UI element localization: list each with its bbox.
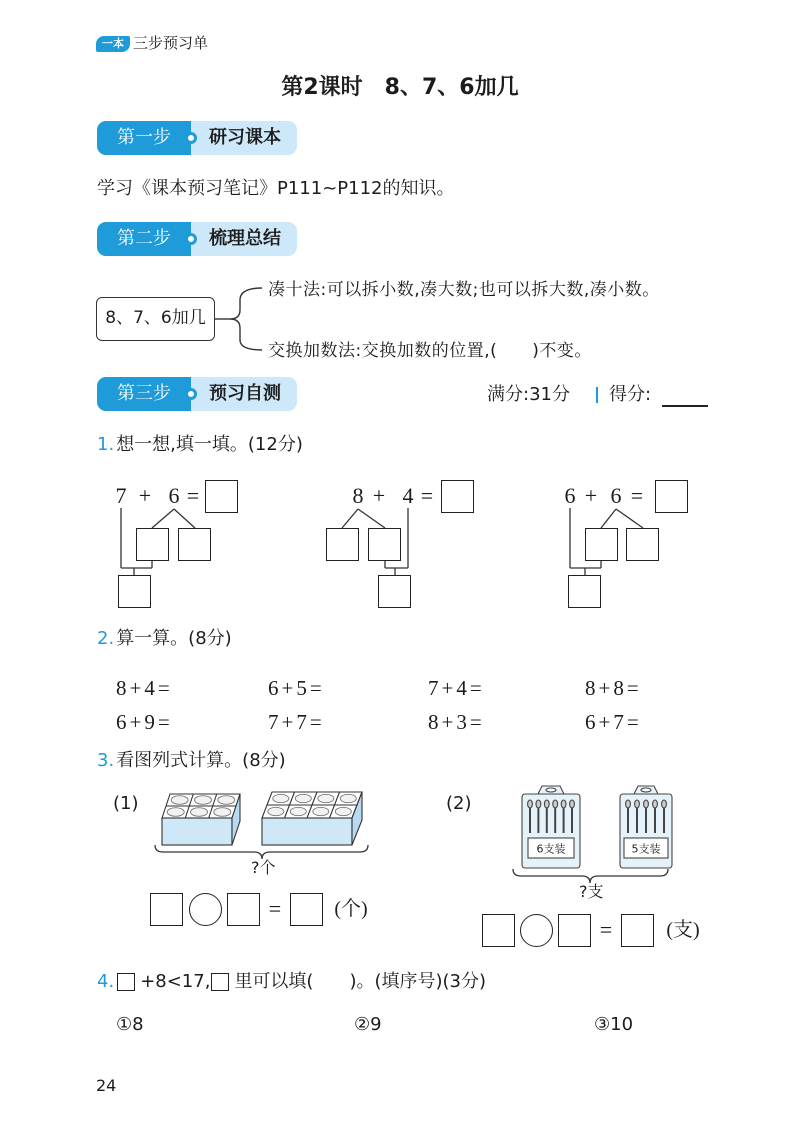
q3-part1-box-b[interactable] [227, 893, 260, 926]
q4-number: 4. [97, 971, 115, 992]
q2-item[interactable]: 6+5= [268, 676, 325, 700]
cup [268, 807, 284, 815]
cup [171, 796, 188, 805]
pack-hole [546, 788, 556, 792]
cup-box-2 [262, 792, 362, 845]
q2-item[interactable]: 6+9= [116, 710, 173, 734]
q2-item[interactable]: 7+4= [428, 676, 485, 700]
step3-badge-label: 预习自测 [191, 377, 297, 411]
q3-part2-label: (2) [446, 793, 472, 814]
q2-item[interactable]: 8+4= [116, 676, 173, 700]
q4-option-3[interactable]: ③10 [594, 1014, 634, 1035]
brush-head [553, 800, 558, 808]
q1-p3-plus: + [584, 483, 598, 508]
q3-part1-operator-circle[interactable] [189, 893, 222, 926]
q1-p1-plus: + [138, 483, 152, 508]
q1-p3-split-box-right[interactable] [626, 528, 659, 561]
step3-badge-step-text: 第三步 [117, 383, 171, 404]
split-line [152, 509, 174, 528]
q3-part1-question: ?个 [251, 858, 276, 877]
brush-head [644, 800, 649, 808]
q2-item[interactable]: 8+8= [585, 676, 642, 700]
q3-part1-equals: = [268, 896, 282, 921]
q3-part2-brace [513, 869, 668, 883]
lesson-title: 第2课时 8、7、6加几 [281, 75, 519, 100]
q3-part2-box-a[interactable] [482, 914, 515, 947]
badge-dot-icon [185, 132, 197, 144]
cup [313, 807, 329, 815]
score-label: 得分: [609, 384, 652, 405]
brush-head [570, 800, 575, 808]
q1-p1-split-box-left[interactable] [136, 528, 169, 561]
cup [290, 807, 306, 815]
q1-p1-answer-box[interactable] [205, 480, 238, 513]
q1-p3-ten-box[interactable] [568, 575, 601, 608]
split-line [174, 509, 195, 528]
q1-p2-addend-b: 4 [402, 483, 414, 508]
badge-dot-icon [185, 388, 197, 400]
q1-p2-plus: + [372, 483, 386, 508]
brush-head [536, 800, 541, 808]
cup [218, 796, 235, 805]
cup [195, 796, 212, 805]
step1-text: 学习《课本预习笔记》P111~P112的知识。 [97, 178, 455, 199]
q2-item[interactable]: 8+3= [428, 710, 485, 734]
badge-dot-icon [185, 233, 197, 245]
split-line [342, 509, 358, 528]
q2-number: 2. [97, 628, 115, 649]
summary-topic-box: 8、7、6加几 [96, 297, 215, 341]
method-swap-addends: 交换加数法:交换加数的位置,( )不变。 [268, 341, 592, 361]
brush-pack-2 [620, 786, 672, 868]
brush-pack-1 [522, 786, 580, 868]
q1-p1-addend-b: 6 [168, 483, 180, 508]
q1-p3-answer-box[interactable] [655, 480, 688, 513]
q3-part1-brace [155, 845, 368, 859]
cup [273, 794, 289, 802]
q3-part2-question: ?支 [579, 882, 604, 901]
split-line [616, 509, 643, 528]
q1-number: 1. [97, 434, 115, 455]
brush-head [626, 800, 631, 808]
summary-brace [215, 288, 262, 350]
cup [295, 794, 311, 802]
step2-badge-label: 梳理总结 [191, 222, 297, 256]
brush-head [561, 800, 566, 808]
q4-option-1[interactable]: ①8 [116, 1014, 144, 1035]
split-line [358, 509, 385, 528]
q4-text-b: 里可以填( )。(填序号)(3分) [234, 971, 487, 992]
step1-badge-step-text: 第一步 [117, 127, 171, 148]
header-title: 三步预习单 [133, 34, 209, 52]
q1-title: 想一想,填一填。(12分) [116, 434, 303, 455]
q2-item[interactable]: 6+7= [585, 710, 642, 734]
q3-part2-answer-box[interactable] [621, 914, 654, 947]
q1-p3-addend-a: 6 [564, 483, 576, 508]
q3-part1-unit: (个) [334, 898, 368, 920]
q2-title: 算一算。(8分) [116, 628, 232, 649]
step1-badge-label: 研习课本 [191, 121, 297, 155]
box-front [262, 818, 352, 845]
cup [318, 794, 334, 802]
brand-logo: 一本 [96, 36, 130, 52]
q3-part1-answer-box[interactable] [290, 893, 323, 926]
cup [340, 794, 356, 802]
cup-box-1 [162, 794, 240, 845]
q4-text-a: +8<17, [140, 971, 211, 992]
q4-option-2[interactable]: ②9 [354, 1014, 382, 1035]
brush-head [528, 800, 533, 808]
q1-p1-ten-box[interactable] [118, 575, 151, 608]
q1-p3-addend-b: 6 [610, 483, 622, 508]
q1-p2-ten-box[interactable] [378, 575, 411, 608]
q1-p2-answer-box[interactable] [441, 480, 474, 513]
q1-p2-equals: = [420, 483, 434, 508]
full-score: 满分:31分 [487, 384, 570, 405]
brush-head [662, 800, 667, 808]
pack-label: 5支装 [631, 842, 661, 856]
q1-p1-addend-a: 7 [115, 483, 127, 508]
q3-part1-box-a[interactable] [150, 893, 183, 926]
q3-part2-box-b[interactable] [558, 914, 591, 947]
pack-label: 6支装 [536, 842, 566, 856]
brush-head [544, 800, 549, 808]
brace-curve [230, 288, 262, 350]
method-make-ten: 凑十法:可以拆小数,凑大数;也可以拆大数,凑小数。 [268, 280, 660, 300]
brush-head [653, 800, 658, 808]
q1-p1-split-box-right[interactable] [178, 528, 211, 561]
q1-p1-equals: = [186, 483, 200, 508]
q3-part2-operator-circle[interactable] [520, 914, 553, 947]
q1-p3-equals: = [630, 483, 644, 508]
q1-p3-split-box-left[interactable] [585, 528, 618, 561]
cup [167, 808, 184, 817]
q3-part1-label: (1) [113, 793, 139, 814]
q2-item[interactable]: 7+7= [268, 710, 325, 734]
q1-p2-split-box-right[interactable] [368, 528, 401, 561]
step2-badge-step-text: 第二步 [117, 228, 171, 249]
cup [335, 807, 351, 815]
q3-title: 看图列式计算。(8分) [116, 750, 286, 771]
q3-number: 3. [97, 750, 115, 771]
cup [191, 808, 208, 817]
q3-part2-equals: = [599, 917, 613, 942]
split-line [601, 509, 616, 528]
cup [214, 808, 231, 817]
q3-part2-unit: (支) [666, 919, 700, 941]
q1-p2-addend-a: 8 [352, 483, 364, 508]
q1-p2-split-box-left[interactable] [326, 528, 359, 561]
page-number: 24 [96, 1076, 117, 1095]
brush-head [635, 800, 640, 808]
box-front [162, 818, 232, 845]
pack-hole [641, 788, 651, 792]
